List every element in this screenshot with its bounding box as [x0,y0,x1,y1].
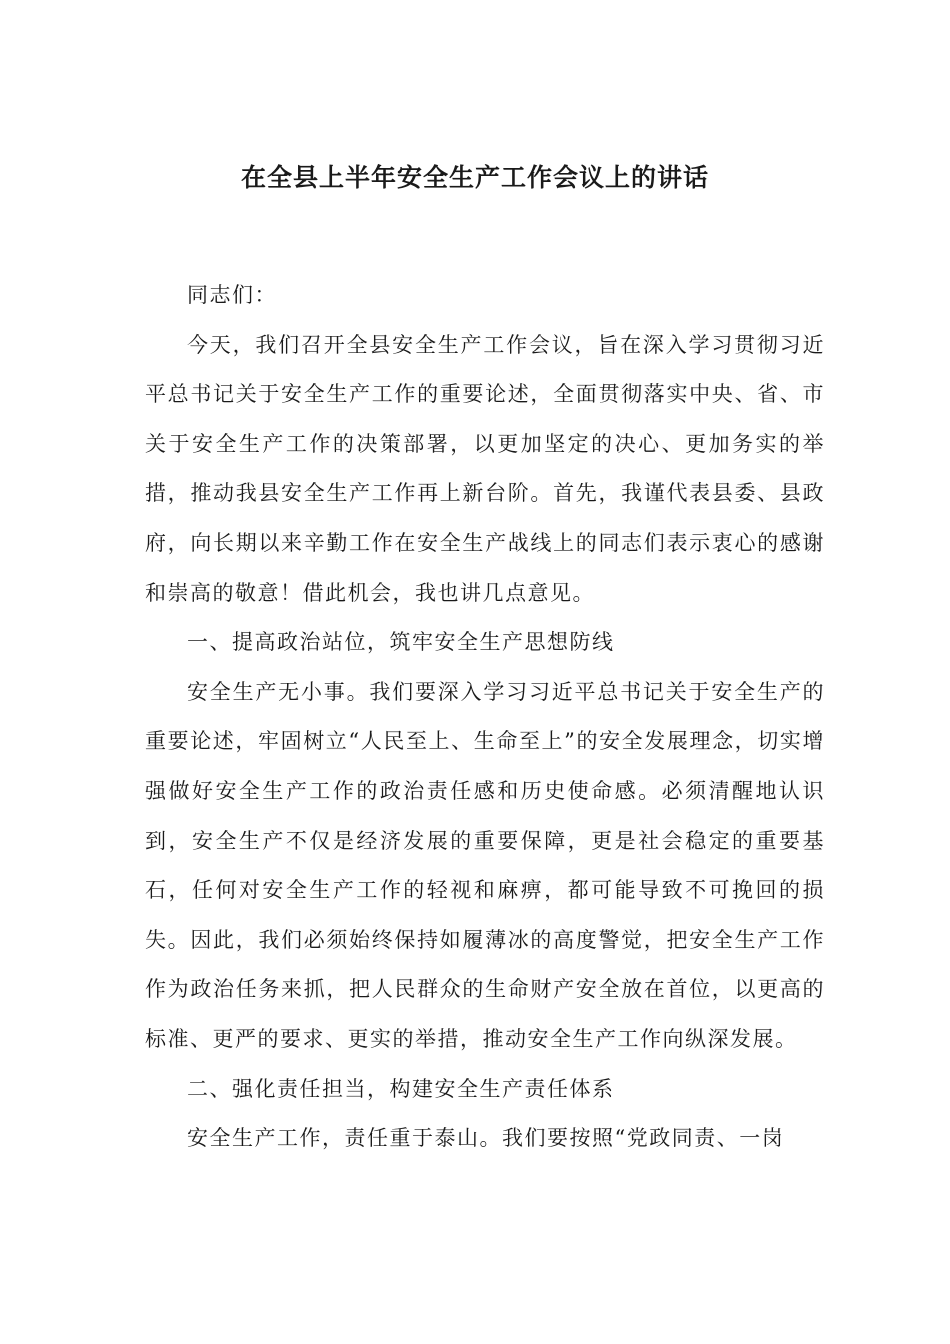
section-1-paragraph: 安全生产无小事。我们要深入学习习近平总书记关于安全生产的重要论述，牢固树立“人民至上、生命至上”的安全发展理念，切实增强做好安全生产工作的政治责任感和历史使命感。必须清醒地认识到，安全生产不仅是经济发展的重要保障，更是社会稳定的重要基石，任何对安全生产工作的轻视和麻痹，都可能导致不可挽回的损失。因此，我们必须始终保持如履薄冰的高度警觉，把安全生产工作作为政治任务来抓，把人民群众的生命财产安全放在首位，以更高的标准、更严的要求、更实的举措，推动安全生产工作向纵深发展。 [145,679,825,1051]
section-1-heading: 一、提高政治站位，筑牢安全生产思想防线 [187,630,615,655]
document-body [145,271,825,1164]
salutation: 同志们： [187,283,277,307]
intro-paragraph: 今天，我们召开全县安全生产工作会议，旨在深入学习贯彻习近平总书记关于安全生产工作的重要论述，全面贯彻落实中央、省、市关于安全生产工作的决策部署，以更加坚定的决心、更加务实的举措，推动我县安全生产工作再上新台阶。首先，我谨代表县委、县政府，向长期以来辛勤工作在安全生产战线上的同志们表示衷心的感谢和崇高的敬意！借此机会，我也讲几点意见。 [145,332,825,605]
document-title: 在全县上半年安全生产工作会议上的讲话 [240,163,709,192]
section-2-paragraph: 安全生产工作，责任重于泰山。我们要按照“党政同责、一岗 [187,1126,785,1151]
section-2-heading: 二、强化责任担当，构建安全生产责任体系 [187,1076,615,1101]
